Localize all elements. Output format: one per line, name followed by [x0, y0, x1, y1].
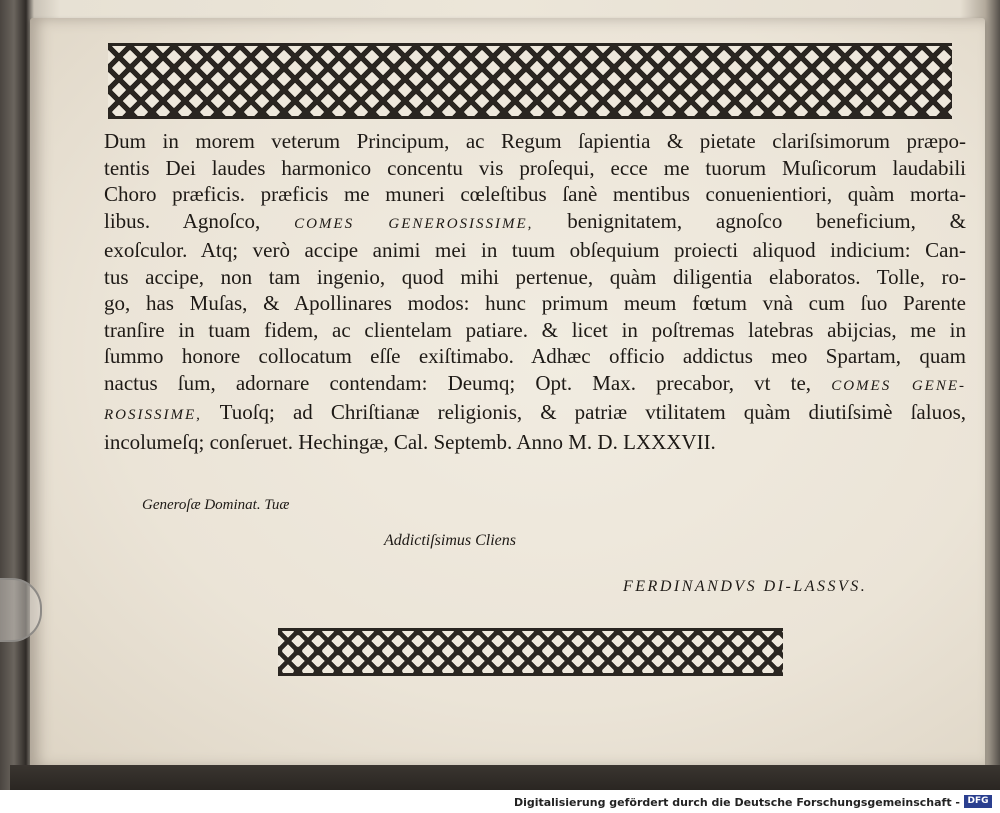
- text-line: [104, 208, 966, 238]
- signature-dominationi: Generoſæ Dominat. Tuæ: [142, 497, 290, 513]
- text-span: exoſculor. Atq; verò accipe animi mei in tuum obſequium proiecti aliquod indicium: Can-: [104, 238, 966, 262]
- text-span: nactus ſum, adornare contendam: Deumq; Opt. Max. precabor, vt te,: [104, 370, 832, 395]
- text-span: tentis Dei laudes harmonico concentu vis proſequi, ecce me tuorum Muſicorum laudabili: [104, 155, 966, 180]
- text-span: tranſire in tuam fidem, ac clientelam patiare. & licet in poſtremas latebras abijcias, me in: [104, 317, 966, 342]
- text-span: libus. Agnoſco,: [104, 208, 295, 233]
- text-span: Dum in morem veterum Principum, ac Regum ſapientia & pietate clariſsimorum præpo-: [104, 129, 966, 153]
- page-edge: [10, 765, 1000, 790]
- text-line: [104, 343, 966, 370]
- text-line: [104, 181, 966, 208]
- signature-cliens: Addictiſsimus Cliens: [384, 532, 516, 549]
- text-line: [104, 399, 966, 429]
- signature-author-name: FERDINANDVS DI-LASSVS.: [623, 578, 868, 595]
- text-span: incolumeſq; conſeruet. Hechingæ, Cal. Septemb. Anno M. D. LXXXVII.: [104, 429, 716, 454]
- text-smallcaps-span: COMES GENE-: [831, 377, 967, 394]
- text-span: Choro præficis. præficis me muneri cœleſtibus ſanè mentibus conuenientiori, quàm morta-: [104, 182, 966, 206]
- text-span: ſummo honore collocatum eſſe exiſtimabo. Adhæc officio addictus meo Spartam, quam: [104, 344, 966, 368]
- text-line: [104, 155, 966, 182]
- header-ornament-band: [108, 43, 952, 119]
- text-line: [104, 429, 966, 456]
- text-line: [104, 370, 966, 400]
- text-smallcaps-span: COMES GENEROSISSIME,: [294, 215, 534, 232]
- text-span: go, has Muſas, & Apollinares modos: hunc primum meum fœtum vnà cum ſuo Parente: [104, 291, 966, 315]
- text-line: [104, 264, 966, 291]
- dfg-logo: DFG: [964, 795, 992, 808]
- text-line: [104, 290, 966, 317]
- text-line: [104, 237, 966, 264]
- text-span: tus accipe, non tam ingenio, quod mihi pertenue, quàm diligentia elaboratos. Tolle, ro-: [104, 264, 966, 289]
- text-span: Tuoſq; ad Chriſtianæ religionis, & patriæ vtilitatem quàm diutiſsimè ſaluos,: [201, 400, 966, 424]
- text-span: benignitatem, agnoſco beneficium, &: [533, 208, 966, 233]
- text-line: [104, 317, 966, 344]
- text-line: [104, 128, 966, 155]
- text-smallcaps-span: ROSISSIME,: [104, 407, 202, 423]
- footer-ornament-band: [278, 628, 783, 676]
- footer-credit: Digitalisierung gefördert durch die Deutsche Forschungsgemeinschaft -: [513, 796, 960, 809]
- dedication-text: [104, 128, 966, 455]
